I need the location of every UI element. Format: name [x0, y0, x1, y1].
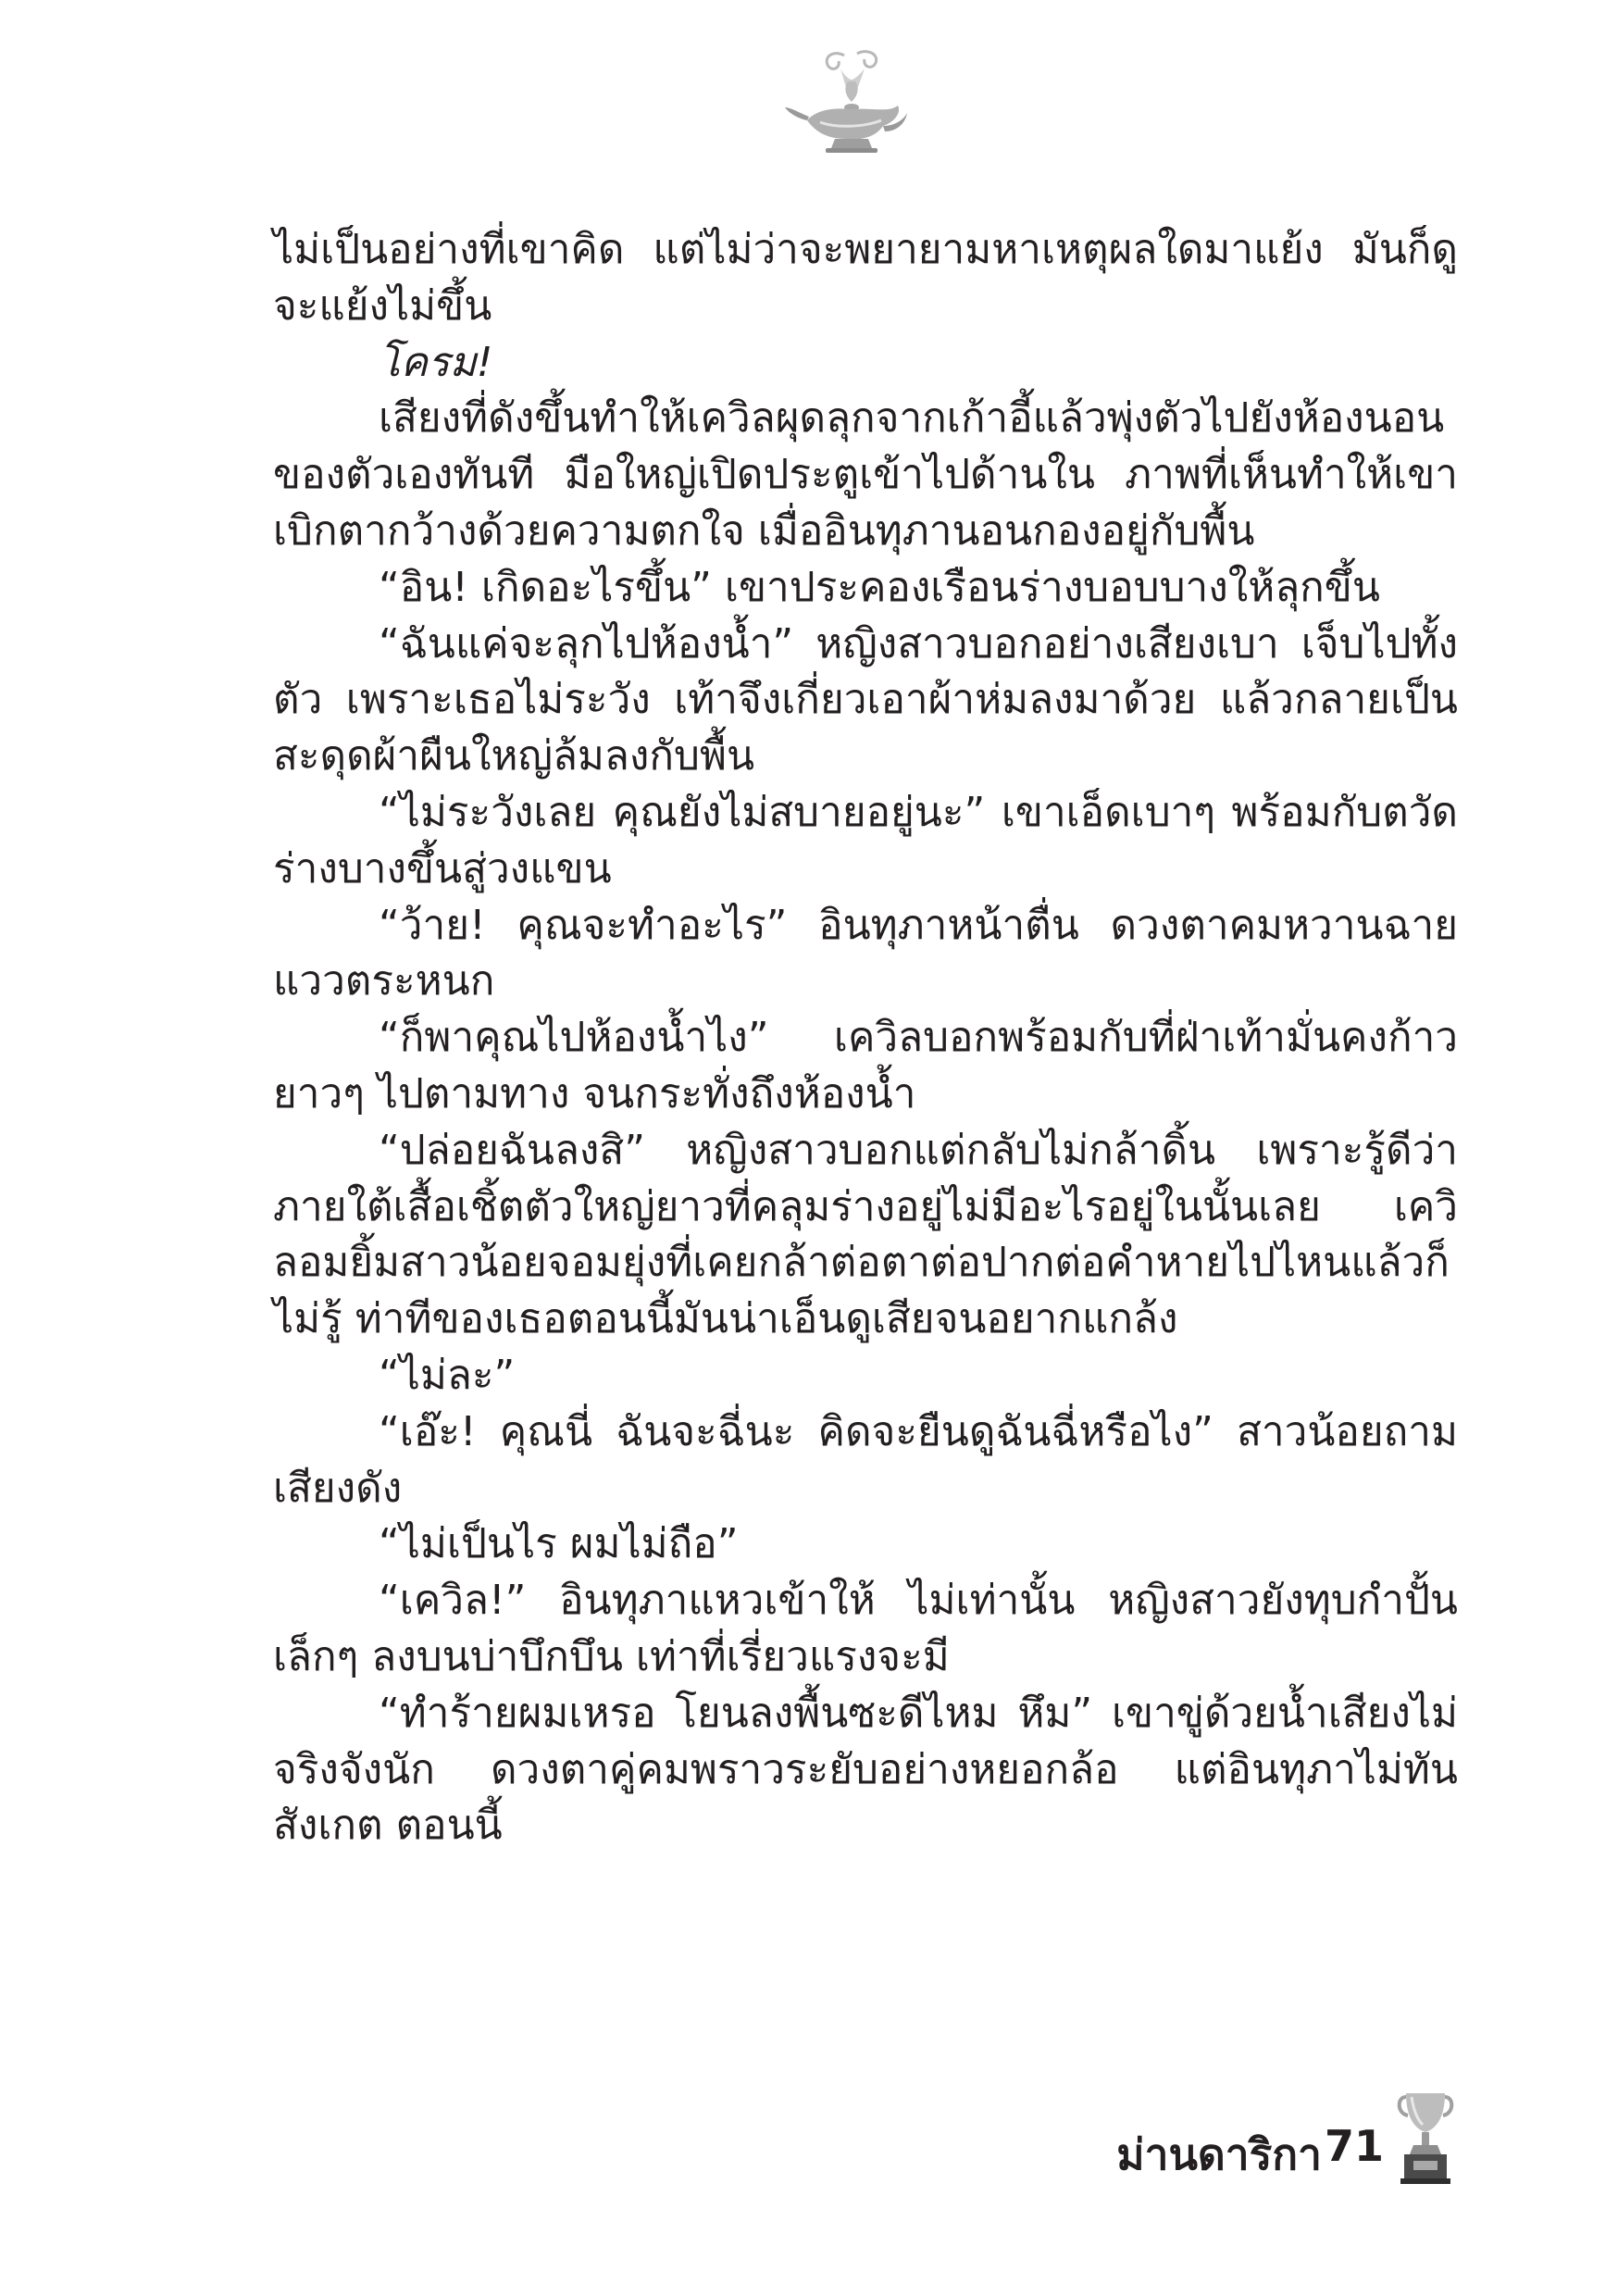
body-paragraph: “ทำร้ายผมเหรอ โยนลงพื้นซะดีไหม หึม” เขาขู่ด้วยน้ำเสียงไม่จริงจังนัก ดวงตาคู่คมพราวระยับอย่างหยอกล้อ แต่อินทุภาไม่ทันสังเกต ตอนนี้: [273, 1689, 1458, 1850]
page-number: 71: [1324, 2121, 1384, 2171]
body-paragraph: “เควิล!” อินทุภาแหวเข้าให้ ไม่เท่านั้น หญิงสาวยังทุบกำปั้นเล็กๆ ลงบนบ่าบึกบึน เท่าที่เรี่ยวแรงจะมี: [273, 1577, 1458, 1680]
body-paragraph: “ไม่ละ”: [379, 1351, 516, 1399]
page-footer: [901, 2088, 1456, 2199]
body-paragraph: “ไม่ระวังเลย คุณยังไม่สบายอยู่นะ” เขาเอ็ดเบาๆ พร้อมกับตวัดร่างบางขึ้นสู่วงแขน: [273, 788, 1458, 892]
body-paragraph: “ไม่เป็นไร ผมไม่ถือ”: [379, 1520, 739, 1568]
body-paragraph: “ปล่อยฉันลงสิ” หญิงสาวบอกแต่กลับไม่กล้าดิ้น เพราะรู้ดีว่าภายใต้เสื้อเชิ้ตตัวใหญ่ยาวที่คลุมร่างอยู่ไม่มีอะไรอยู่ในนั้นเลย เควิลอมยิ้มสาวน้อยจอมยุ่งที่เคยกล้าต่อตาต่อปากต่อคำหายไปไหนแล้วก็ไม่รู้ ท่าทีของเธอตอนนี้มันน่าเอ็นดูเสียจนอยากแกล้ง: [273, 1126, 1458, 1343]
body-paragraph: โครม!: [379, 338, 493, 386]
body-paragraph: “ว้าย! คุณจะทำอะไร” อินทุภาหน้าตื่น ดวงตาคมหวานฉายแววตระหนก: [273, 901, 1458, 1005]
page-body-text: [273, 222, 1458, 1854]
trophy-icon: [1395, 2088, 1456, 2190]
body-paragraph: เสียงที่ดังขึ้นทำให้เควิลผุดลุกจากเก้าอี้แล้วพุ่งตัวไปยังห้องนอนของตัวเองทันที มือใหญ่เปิดประตูเข้าไปด้านใน ภาพที่เห็นทำให้เขาเบิกตากว้างด้วยความตกใจ เมื่ออินทุภานอนกองอยู่กับพื้น: [273, 394, 1458, 555]
body-paragraph: “เอ๊ะ! คุณนี่ ฉันจะฉี่นะ คิดจะยืนดูฉันฉี่หรือไง” สาวน้อยถามเสียงดัง: [273, 1407, 1458, 1512]
body-paragraph: “ก็พาคุณไปห้องน้ำไง” เควิลบอกพร้อมกับที่ฝ่าเท้ามั่นคงก้าวยาวๆ ไปตามทาง จนกระทั่งถึงห้องน้ำ: [273, 1014, 1458, 1117]
book-title: ม่านดาริกา: [1116, 2129, 1322, 2179]
body-paragraph: “อิน! เกิดอะไรขึ้น” เขาประคองเรือนร่างบอบบางให้ลุกขึ้น: [379, 563, 1380, 611]
body-paragraph: “ฉันแค่จะลุกไปห้องน้ำ” หญิงสาวบอกอย่างเสียงเบา เจ็บไปทั้งตัว เพราะเธอไม่ระวัง เท้าจึงเกี่ยวเอาผ้าห่มลงมาด้วย แล้วกลายเป็นสะดุดผ้าผืนใหญ่ล้มลงกับพื้น: [273, 619, 1458, 780]
genie-lamp-icon: [779, 48, 918, 159]
body-paragraph: ไม่เป็นอย่างที่เขาคิด แต่ไม่ว่าจะพยายามหาเหตุผลใดมาแย้ง มันก็ดูจะแย้งไม่ขึ้น: [273, 226, 1458, 330]
